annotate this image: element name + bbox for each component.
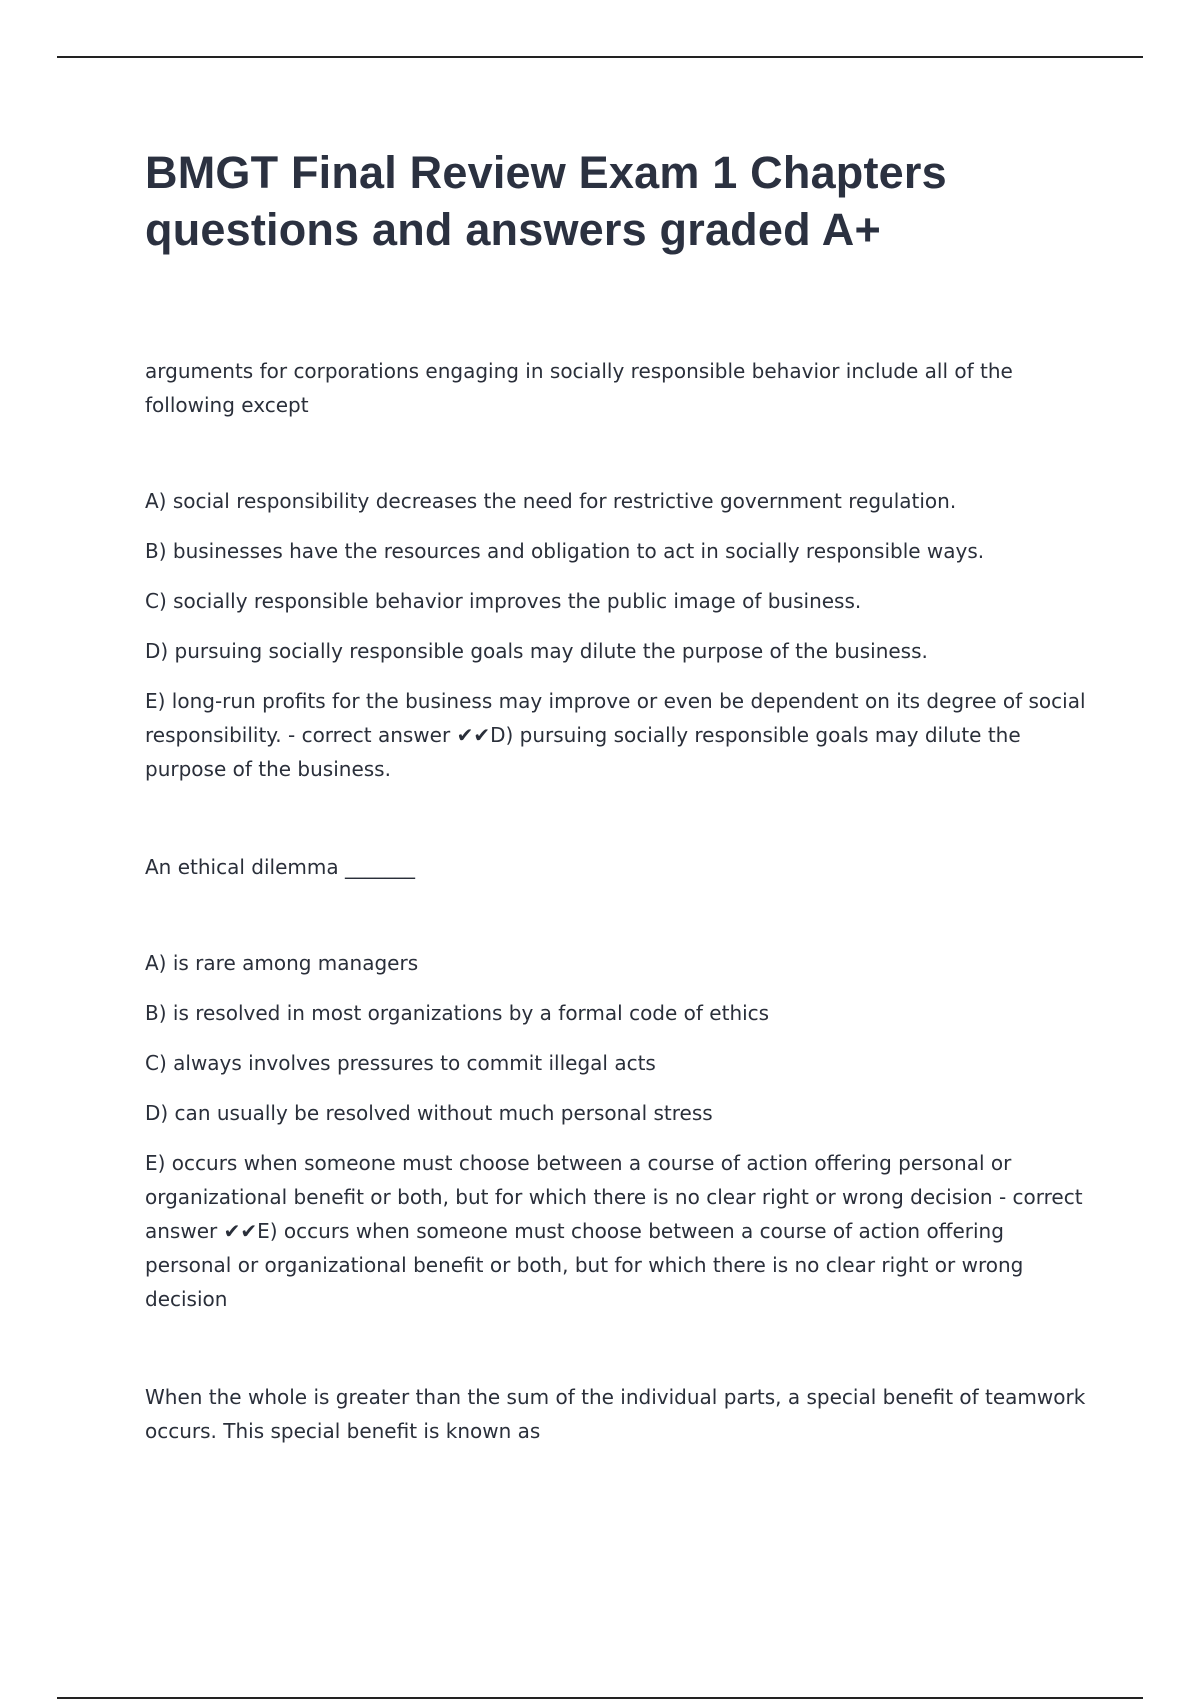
option-b: B) businesses have the resources and obligation to act in socially responsible ways. (145, 539, 985, 563)
option-list (145, 946, 1090, 1316)
option-e-with-answer (145, 684, 1090, 786)
document-title: BMGT Final Review Exam 1 Chapters questions and answers graded A+ (145, 147, 947, 255)
question-block (145, 354, 1090, 786)
option-list (145, 484, 1090, 786)
question-text: When the whole is greater than the sum of the individual parts, a special benefit of teamwork occurs. This special benefit is known as (145, 1385, 1086, 1443)
document-body (145, 354, 1090, 1448)
option-e: E) long-run profits for the business may improve or even be dependent on its degree of social responsibility. - correct answer (145, 689, 1086, 747)
bottom-divider (57, 1697, 1143, 1699)
top-divider (57, 56, 1143, 58)
option-d: D) pursuing socially responsible goals may dilute the purpose of the business. (145, 639, 928, 663)
option-b: B) is resolved in most organizations by a formal code of ethics (145, 1001, 770, 1025)
question-block (145, 850, 1090, 1316)
correct-answer: D) pursuing socially responsible goals may dilute the purpose of the business. (145, 723, 1021, 781)
option-e-with-answer (145, 1146, 1090, 1316)
question-block (145, 1380, 1090, 1448)
check-mark-icon: ✔✔ (456, 723, 491, 747)
question-text: An ethical dilemma _______ (145, 855, 415, 879)
question-text: arguments for corporations engaging in socially responsible behavior include all of the following except (145, 359, 1013, 417)
option-c: C) always involves pressures to commit illegal acts (145, 1051, 656, 1075)
check-mark-icon: ✔✔ (223, 1219, 258, 1243)
option-c: C) socially responsible behavior improves the public image of business. (145, 589, 862, 613)
option-d: D) can usually be resolved without much personal stress (145, 1101, 713, 1125)
option-e: E) occurs when someone must choose between a course of action offering personal or organizational benefit or both, but for which there is no clear right or wrong decision - correct answer (145, 1151, 1083, 1243)
correct-answer: E) occurs when someone must choose between a course of action offering personal or organizational benefit or both, but for which there is no clear right or wrong decision (145, 1219, 1024, 1311)
option-a: A) is rare among managers (145, 951, 419, 975)
option-a: A) social responsibility decreases the need for restrictive government regulation. (145, 489, 957, 513)
